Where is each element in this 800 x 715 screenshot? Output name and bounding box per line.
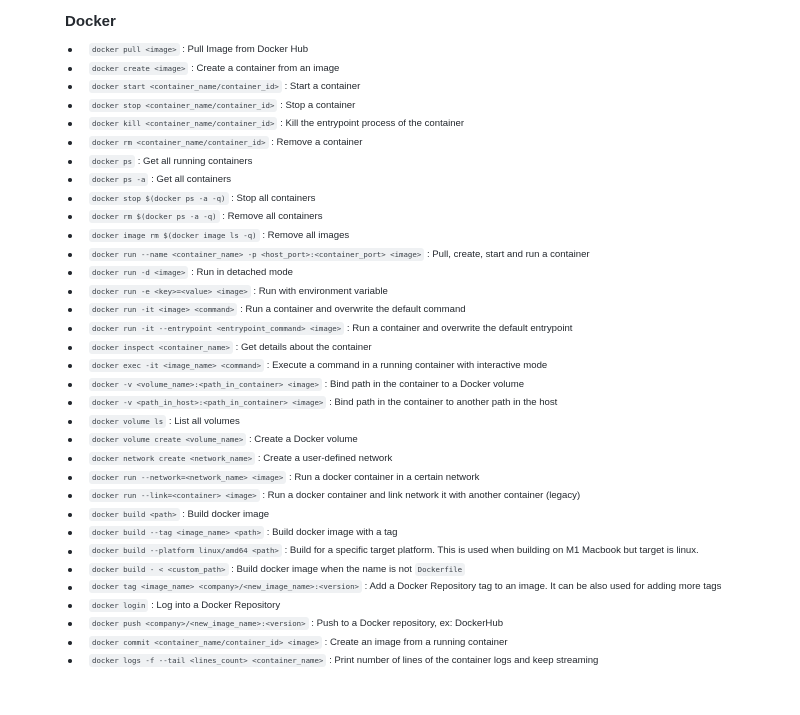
command-code: docker image rm $(docker image ls -q) (89, 229, 260, 242)
bullet-icon (68, 531, 72, 535)
command-description: : Build docker image when the name is not (231, 563, 412, 575)
bullet-icon (68, 271, 72, 275)
command-code: docker run -d <image> (89, 266, 188, 279)
command-description: : Run in detached mode (191, 267, 293, 279)
list-item (65, 507, 765, 523)
list-item (65, 265, 765, 281)
command-code: docker network create <network_name> (89, 452, 255, 465)
command-description: : Run a docker container in a certain network (289, 471, 480, 483)
bullet-icon (68, 234, 72, 238)
list-item (65, 42, 765, 58)
command-description: : Remove all images (262, 229, 350, 241)
command-code: docker run -it --entrypoint <entrypoint_command> <image> (89, 322, 344, 335)
list-item (65, 79, 765, 95)
command-code: docker push <company>/<new_image_name>:<version> (89, 617, 309, 630)
section-heading: Docker (65, 13, 116, 30)
command-description: : Build docker image (182, 508, 270, 520)
command-code: docker logs -f --tail <lines_count> <container_name> (89, 654, 326, 667)
command-code: docker run --link=<container> <image> (89, 489, 260, 502)
list-item (65, 284, 765, 300)
command-description: : List all volumes (168, 415, 240, 427)
bullet-icon (68, 122, 72, 126)
list-item (65, 340, 765, 356)
command-code: docker kill <container_name/container_id> (89, 117, 277, 130)
bullet-icon (68, 215, 72, 219)
command-description: : Remove a container (271, 136, 363, 148)
command-code: docker volume ls (89, 415, 166, 428)
bullet-icon (68, 141, 72, 145)
list-item (65, 98, 765, 114)
bullet-icon (68, 401, 72, 405)
command-code: docker build --platform linux/amd64 <path> (89, 544, 282, 557)
document (65, 12, 765, 672)
bullet-icon (68, 476, 72, 480)
list-item (65, 451, 765, 467)
bullet-icon (68, 494, 72, 498)
bullet-icon (68, 85, 72, 89)
command-description: : Stop a container (280, 99, 356, 111)
bullet-icon (68, 290, 72, 294)
command-code: docker stop <container_name/container_id> (89, 99, 277, 112)
command-code: docker create <image> (89, 62, 188, 75)
command-code: docker run -it <image> <command> (89, 303, 237, 316)
command-description: : Remove all containers (222, 211, 323, 223)
list-item (65, 61, 765, 77)
bullet-icon (68, 160, 72, 164)
bullet-icon (68, 327, 72, 331)
list-item (65, 209, 765, 225)
command-code: docker -v <volume_name>:<path_in_container> <image> (89, 378, 322, 391)
bullet-icon (68, 48, 72, 52)
list-item (65, 470, 765, 486)
command-code: docker volume create <volume_name> (89, 433, 246, 446)
command-description: : Build docker image with a tag (266, 527, 398, 539)
command-code: docker run --name <container_name> -p <host_port>:<container_port> <image> (89, 248, 424, 261)
list-item (65, 154, 765, 170)
command-description: : Run with environment variable (253, 285, 388, 297)
list-item (65, 414, 765, 430)
command-description: : Create a user-defined network (257, 453, 393, 465)
list-item (65, 544, 765, 559)
command-description: : Run a docker container and link network it with another container (legacy) (262, 490, 581, 502)
command-code: docker -v <path_in_host>:<path_in_container> <image> (89, 396, 326, 409)
list-item (65, 116, 765, 132)
command-description: : Run a container and overwrite the default command (240, 304, 466, 316)
command-description: : Create a Docker volume (248, 434, 358, 446)
command-code: docker ps -a (89, 173, 148, 186)
command-code: docker start <container_name/container_id> (89, 80, 282, 93)
bullet-icon (68, 641, 72, 645)
list-item (65, 247, 765, 263)
bullet-icon (68, 308, 72, 312)
dockerfile-code: Dockerfile (415, 563, 466, 576)
command-description: : Run a container and overwrite the default entrypoint (346, 322, 573, 334)
list-item (65, 321, 765, 337)
command-description: : Build for a specific target platform. This is used when building on M1 Macbook but target is linux. (284, 545, 699, 557)
list-item (65, 562, 765, 578)
list-item (65, 191, 765, 207)
command-code: docker ps (89, 155, 135, 168)
bullet-icon (68, 604, 72, 608)
list-item (65, 377, 765, 393)
command-code: docker build - < <custom_path> (89, 563, 229, 576)
bullet-icon (68, 513, 72, 517)
command-code: docker stop $(docker ps -a -q) (89, 192, 229, 205)
command-code: docker tag <image_name> <company>/<new_image_name>:<version> (89, 580, 362, 593)
command-code: docker rm $(docker ps -a -q) (89, 210, 220, 223)
list-item (65, 395, 765, 411)
command-code: docker build --tag <image_name> <path> (89, 526, 264, 539)
command-description: : Add a Docker Repository tag to an image. It can be also used for adding more tags (364, 581, 722, 593)
bullet-icon (68, 622, 72, 626)
bullet-icon (68, 586, 72, 590)
command-description: : Bind path in the container to another path in the host (329, 397, 558, 409)
command-description: : Kill the entrypoint process of the container (280, 118, 465, 130)
command-code: docker build <path> (89, 508, 180, 521)
bullet-icon (68, 104, 72, 108)
bullet-icon (68, 253, 72, 257)
list-item (65, 432, 765, 448)
command-code: docker inspect <container_name> (89, 341, 233, 354)
bullet-icon (68, 420, 72, 424)
bullet-icon (68, 346, 72, 350)
command-description: : Stop all containers (231, 192, 316, 204)
command-description: : Print number of lines of the container logs and keep streaming (329, 655, 599, 667)
command-description: : Start a container (284, 81, 361, 93)
list-item (65, 135, 765, 151)
command-description: : Log into a Docker Repository (151, 599, 281, 611)
bullet-icon (68, 197, 72, 201)
command-description: : Create an image from a running container (324, 636, 508, 648)
command-code: docker pull <image> (89, 43, 180, 56)
list-item (65, 358, 765, 374)
command-description: : Bind path in the container to a Docker volume (324, 378, 525, 390)
command-code: docker login (89, 599, 148, 612)
command-description: : Get all containers (151, 174, 232, 186)
command-list (65, 42, 765, 669)
bullet-icon (68, 438, 72, 442)
list-item (65, 488, 765, 504)
command-description: : Pull, create, start and run a container (426, 248, 590, 260)
list-item (65, 172, 765, 188)
list-item (65, 598, 765, 614)
command-description: : Get details about the container (235, 341, 372, 353)
command-code: docker exec -it <image_name> <command> (89, 359, 264, 372)
bullet-icon (68, 659, 72, 663)
command-description: : Create a container from an image (191, 62, 340, 74)
bullet-icon (68, 457, 72, 461)
list-item (65, 525, 765, 541)
bullet-icon (68, 383, 72, 387)
list-item (65, 228, 765, 244)
list-item (65, 302, 765, 318)
command-description: : Push to a Docker repository, ex: DockerHub (311, 618, 504, 630)
bullet-icon (68, 178, 72, 182)
command-code: docker run --network=<network_name> <image> (89, 471, 286, 484)
bullet-icon (68, 568, 72, 572)
command-description: : Get all running containers (137, 155, 253, 167)
command-code: docker run -e <key>=<value> <image> (89, 285, 251, 298)
command-code: docker commit <container_name/container_id> <image> (89, 636, 322, 649)
list-item (65, 580, 765, 595)
list-item (65, 635, 765, 651)
bullet-icon (68, 550, 72, 554)
bullet-icon (68, 364, 72, 368)
bullet-icon (68, 67, 72, 71)
list-item (65, 616, 765, 632)
command-code: docker rm <container_name/container_id> (89, 136, 269, 149)
command-description: : Pull Image from Docker Hub (182, 44, 309, 55)
list-item (65, 653, 765, 669)
command-description: : Execute a command in a running container with interactive mode (266, 360, 548, 372)
